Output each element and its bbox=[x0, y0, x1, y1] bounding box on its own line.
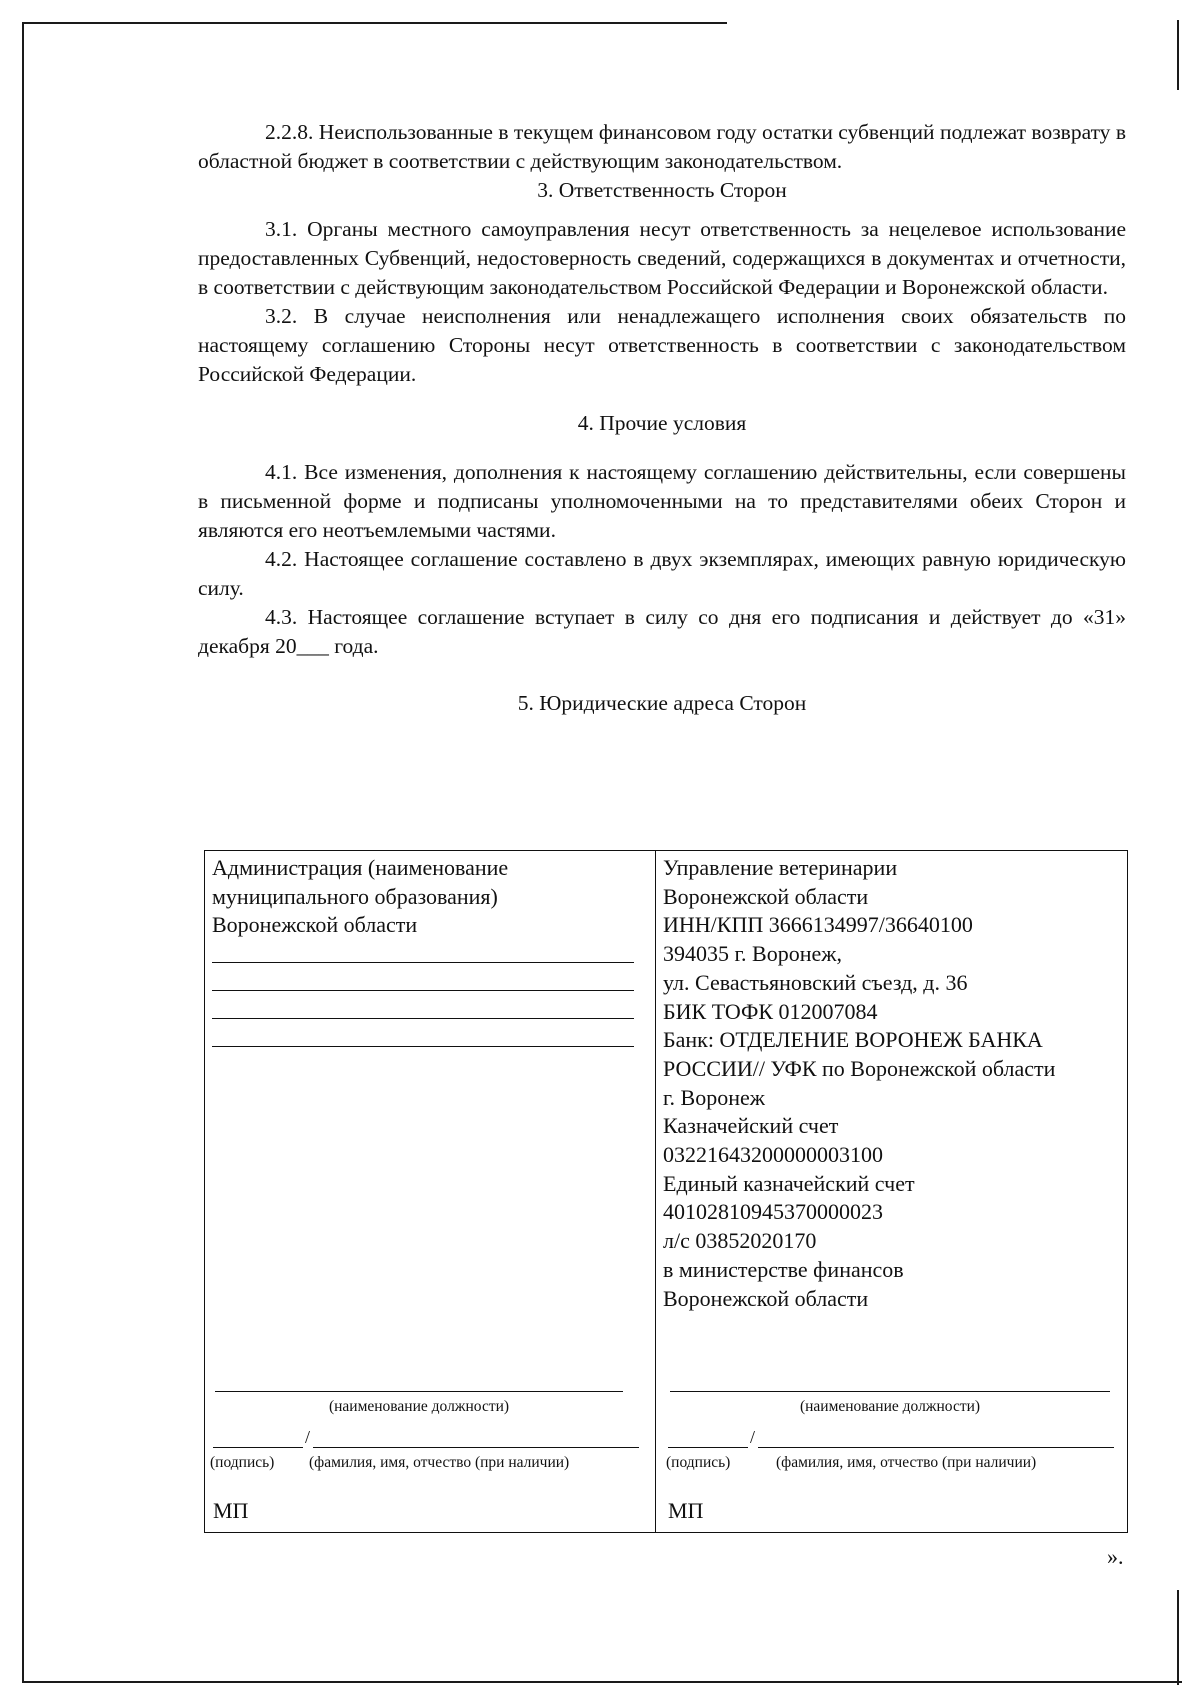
address-line: Воронежской области bbox=[663, 1285, 869, 1311]
signature-slash: / bbox=[750, 1427, 756, 1447]
address-line: Воронежской области bbox=[663, 883, 869, 909]
blank-line bbox=[212, 1018, 634, 1019]
scan-border-left bbox=[22, 22, 24, 1682]
legal-addresses-table bbox=[204, 850, 1128, 1533]
address-line: Управление ветеринарии bbox=[663, 855, 898, 880]
address-line: Казначейский счет bbox=[663, 1113, 839, 1139]
stamp-placeholder: МП bbox=[213, 1498, 249, 1523]
clause-3-1: 3.1. Органы местного самоуправления несут ответственность за нецелевое использование предоставленных Субвенций, недостоверность сведений, содержащихся в документах и отчетности, в соответствии с действующим законодательством Российской Федерации и Воронежской области. bbox=[198, 217, 1126, 299]
section-5-heading: 5. Юридические адреса Сторон bbox=[517, 691, 807, 715]
name-caption: (фамилия, имя, отчество (при наличии) bbox=[776, 1454, 1037, 1471]
blank-line bbox=[212, 990, 634, 991]
scan-border-bottom bbox=[22, 1681, 1182, 1683]
address-line: Администрация (наименование bbox=[212, 855, 509, 880]
right-party-address bbox=[663, 854, 1055, 1313]
section-3-heading: 3. Ответственность Сторон bbox=[537, 178, 787, 202]
address-line: Воронежской области bbox=[212, 912, 418, 938]
name-line bbox=[758, 1447, 1114, 1448]
address-line: 40102810945370000023 bbox=[663, 1199, 883, 1225]
left-party-address bbox=[212, 854, 508, 940]
address-line: БИК ТОФК 012007084 bbox=[663, 998, 878, 1024]
clause-4-2: 4.2. Настоящее соглашение составлено в двух экземплярах, имеющих равную юридическую силу. bbox=[198, 547, 1126, 600]
address-line: л/с 03852020170 bbox=[663, 1228, 817, 1254]
address-line: 03221643200000003100 bbox=[663, 1142, 883, 1168]
name-line bbox=[313, 1447, 639, 1448]
address-line: ИНН/КПП 3666134997/36640100 bbox=[663, 912, 973, 938]
address-line: ул. Севастьяновский съезд, д. 36 bbox=[663, 969, 968, 995]
address-line: в министерстве финансов bbox=[663, 1256, 904, 1282]
address-line: Банк: ОТДЕЛЕНИЕ ВОРОНЕЖ БАНКА bbox=[663, 1027, 1043, 1053]
signature-caption: (подпись) bbox=[666, 1454, 731, 1471]
scan-border-right-1 bbox=[1177, 20, 1179, 90]
address-line: г. Воронеж bbox=[663, 1084, 765, 1110]
blank-line bbox=[212, 1046, 634, 1047]
section-4-heading: 4. Прочие условия bbox=[577, 411, 747, 435]
position-line bbox=[670, 1391, 1110, 1392]
signature-line bbox=[213, 1447, 303, 1448]
clause-4-1: 4.1. Все изменения, дополнения к настоящему соглашению действительны, если совершены в письменной форме и подписаны уполномоченными на то представителями обеих Сторон и являются его неотъемлемыми частями. bbox=[198, 460, 1126, 542]
document-body bbox=[198, 118, 1126, 718]
address-line: РОССИИ// УФК по Воронежской области bbox=[663, 1055, 1056, 1081]
clause-4-3: 4.3. Настоящее соглашение вступает в силу со дня его подписания и действует до «31» декабря 20___ года. bbox=[198, 605, 1126, 658]
clause-2-2-8: 2.2.8. Неиспользованные в текущем финансовом году остатки субвенций подлежат возврату в областной бюджет в соответствии с действующим законодательством. bbox=[198, 120, 1126, 173]
closing-quote-mark: ». bbox=[1107, 1544, 1124, 1569]
signature-caption: (подпись) bbox=[210, 1454, 275, 1471]
address-line: Единый казначейский счет bbox=[663, 1170, 915, 1196]
scan-border-right-2 bbox=[1177, 1590, 1179, 1685]
position-line bbox=[215, 1391, 623, 1392]
right-party-cell bbox=[656, 851, 1127, 1532]
name-caption: (фамилия, имя, отчество (при наличии) bbox=[309, 1454, 570, 1471]
address-line: 394035 г. Воронеж, bbox=[663, 941, 842, 967]
stamp-placeholder: МП bbox=[668, 1498, 704, 1523]
blank-line bbox=[212, 962, 634, 963]
position-caption: (наименование должности) bbox=[799, 1398, 981, 1415]
scan-border-top bbox=[22, 22, 727, 24]
clause-3-2: 3.2. В случае неисполнения или ненадлежащего исполнения своих обязательств по настоящему соглашению Стороны несут ответственность в соответствии с законодательством Российской Федерации. bbox=[198, 304, 1126, 386]
signature-line bbox=[668, 1447, 748, 1448]
left-party-cell bbox=[205, 851, 655, 1532]
position-caption: (наименование должности) bbox=[328, 1398, 510, 1415]
signature-slash: / bbox=[305, 1427, 311, 1447]
address-line: муниципального образования) bbox=[212, 883, 498, 909]
